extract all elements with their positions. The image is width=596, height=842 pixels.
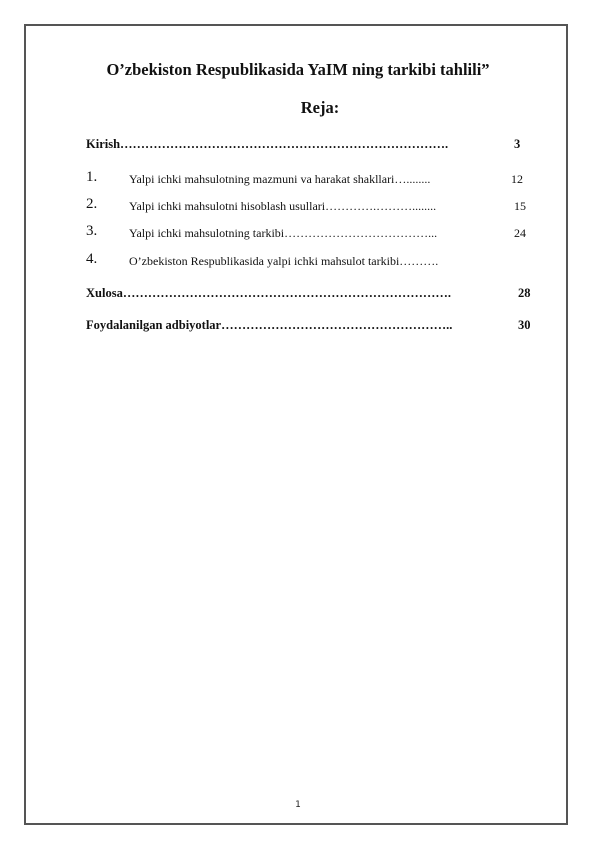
toc-entry-1 [0, 169, 596, 189]
toc-entry-number: 1. [86, 169, 98, 185]
toc-entry-intro [0, 137, 596, 157]
toc-entry-2 [0, 196, 596, 216]
document-subtitle: Reja: [300, 98, 340, 117]
toc-entry-label: Yalpi ichki mahsulotning tarkibi………………………………... [129, 226, 438, 240]
toc-entry-page: 24 [514, 226, 526, 240]
toc-entry-page: 15 [514, 199, 526, 213]
toc-entry-page: 3 [514, 137, 521, 151]
toc-entry-label: Yalpi ichki mahsulotni hisoblash usullari………….………........ [129, 199, 437, 213]
toc-entry-number: 3. [86, 223, 98, 239]
toc-entry-number: 4. [86, 251, 98, 267]
document-title: O’zbekiston Respublikasida YaIM ning tarkibi tahlili” [106, 60, 490, 79]
toc-entry-label: O’zbekiston Respublikasida yalpi ichki mahsulot tarkibi………. [129, 254, 439, 268]
toc-entry-page: 30 [518, 318, 531, 332]
toc-entry-page: 12 [511, 172, 523, 186]
toc-entry-label: Kirish……………………………………………………………………. [86, 137, 449, 151]
toc-entry-number: 2. [86, 196, 98, 212]
toc-entry-references [0, 318, 596, 338]
toc-entry-conclusion [0, 286, 596, 306]
toc-entry-3 [0, 223, 596, 243]
toc-entry-label: Yalpi ichki mahsulotning mazmuni va harakat shakllari…........ [129, 172, 431, 186]
toc-entry-page: 28 [518, 286, 531, 300]
toc-entry-label: Foydalanilgan adbiyotlar……………………………………………….. [86, 318, 453, 332]
toc-entry-label: Xulosa……………………………………………………………………. [86, 286, 451, 300]
page-number: 1 [295, 800, 301, 810]
toc-entry-4 [0, 251, 596, 271]
